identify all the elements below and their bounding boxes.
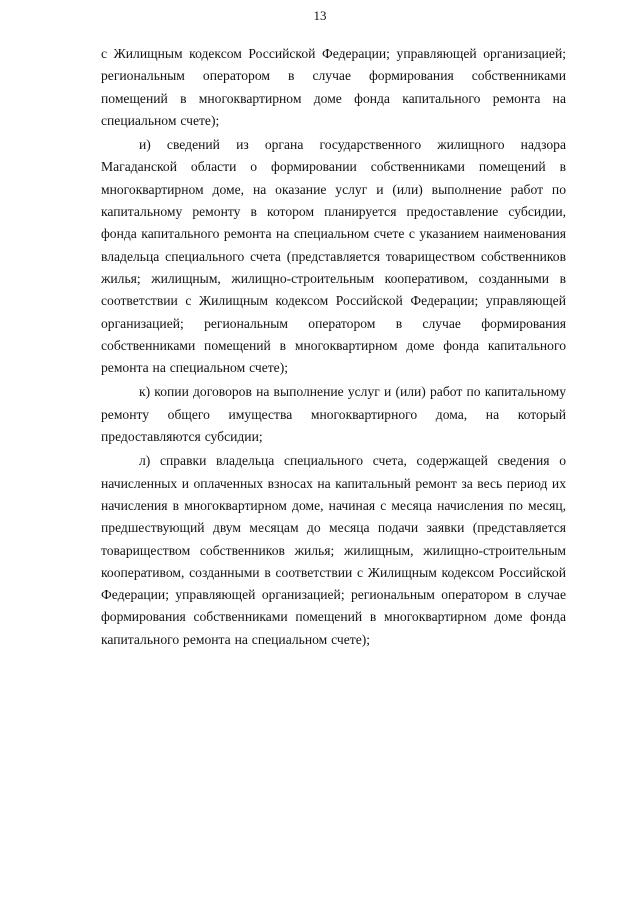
paragraph-item-l: л) справки владельца специального счета, содержащей сведения о начисленных и оплаченных взносах на капитальный ремонт за весь период их начисления в многоквартирном доме, начиная с месяца начисления по месяц, предшествующий двум месяцам до месяца подачи заявки (представляется товариществом собственников жилья; жилищным, жилищно-строительным кооперативом, созданными в соответствии с Жилищным кодексом Российской Федерации; управляющей организацией; региональным оператором в случае формирования собственниками помещений в многоквартирном доме фонда капитального ремонта на специальном счете);: [101, 453, 566, 647]
document-body: [101, 43, 566, 651]
paragraph-item-k: к) копии договоров на выполнение услуг и (или) работ по капитальному ремонту общего имущества многоквартирного дома, на который предоставляются субсидии;: [101, 384, 566, 445]
paragraph-item-i: и) сведений из органа государственного жилищного надзора Магаданской области о формировании собственниками помещений в многоквартирном доме, на оказание услуг и (или) выполнение работ по капитальному ремонту в котором планируется предоставление субсидии, фонда капитального ремонта на специальном счете с указанием наименования владельца специального счета (представляется товариществом собственников жилья; жилищным, жилищно-строительным кооперативом, созданными в соответствии с Жилищным кодексом Российской Федерации; управляющей организацией; региональным оператором в случае формирования собственниками помещений в многоквартирном доме фонда капитального ремонта на специальном счете);: [101, 137, 566, 376]
page-number: 13: [313, 8, 327, 23]
paragraph-continuation: с Жилищным кодексом Российской Федерации; управляющей организацией; региональным оператором в случае формирования собственниками помещений в многоквартирном доме фонда капитального ремонта на специальном счете);: [101, 46, 566, 128]
